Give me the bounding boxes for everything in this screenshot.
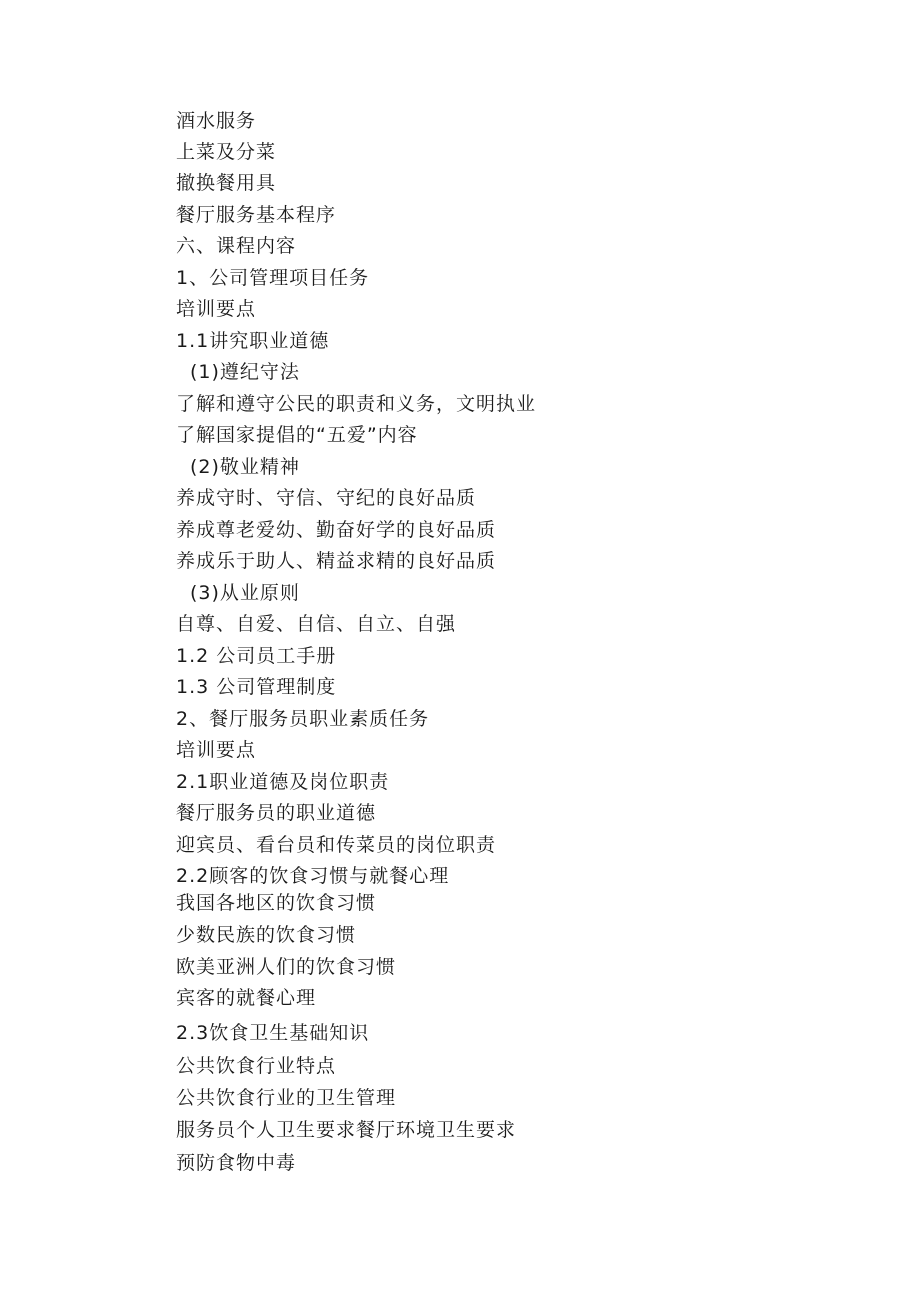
text-line: 公共饮食行业的卫生管理 [176, 1087, 397, 1109]
text-line: 预防食物中毒 [176, 1152, 297, 1174]
text-line: 少数民族的饮食习惯 [176, 924, 357, 946]
subsection-heading: 2.1职业道德及岗位职责 [176, 771, 390, 793]
text-line: 自尊、自爱、自信、自立、自强 [176, 613, 457, 635]
text-line: 酒水服务 [176, 110, 257, 132]
subsection-heading: 2.3饮食卫生基础知识 [176, 1022, 370, 1044]
text-line: 培训要点 [176, 739, 257, 761]
task-heading: 2、餐厅服务员职业素质任务 [176, 708, 430, 730]
text-line: 迎宾员、看台员和传菜员的岗位职责 [176, 834, 497, 856]
text-line: 了解和遵守公民的职责和义务，文明执业 [176, 393, 537, 415]
text-line: 养成尊老爱幼、勤奋好学的良好品质 [176, 519, 497, 541]
subsection-heading: 1.1讲究职业道德 [176, 330, 330, 352]
text-line: 了解国家提倡的“五爱”内容 [176, 424, 418, 446]
text-line: 撤换餐用具 [176, 172, 277, 194]
text-line: 欧美亚洲人们的饮食习惯 [176, 956, 397, 978]
text-line: 餐厅服务员的职业道德 [176, 802, 377, 824]
subsection-heading: 2.2顾客的饮食习惯与就餐心理 [176, 865, 450, 887]
section-heading: 六、课程内容 [176, 235, 297, 257]
text-line: 服务员个人卫生要求餐厅环境卫生要求 [176, 1119, 517, 1141]
task-heading: 1、公司管理项目任务 [176, 267, 370, 289]
numbered-item: (2)敬业精神 [190, 456, 300, 478]
text-line: 上菜及分菜 [176, 141, 277, 163]
text-line: 养成乐于助人、精益求精的良好品质 [176, 550, 497, 572]
numbered-item: (1)遵纪守法 [190, 361, 300, 383]
numbered-item: (3)从业原则 [190, 582, 300, 604]
text-line: 餐厅服务基本程序 [176, 204, 337, 226]
text-line: 公共饮食行业特点 [176, 1055, 337, 1077]
subsection-heading: 1.3 公司管理制度 [176, 676, 337, 698]
text-line: 养成守时、守信、守纪的良好品质 [176, 487, 477, 509]
text-line: 我国各地区的饮食习惯 [176, 892, 377, 914]
text-line: 培训要点 [176, 298, 257, 320]
subsection-heading: 1.2 公司员工手册 [176, 645, 337, 667]
text-line: 宾客的就餐心理 [176, 987, 317, 1009]
